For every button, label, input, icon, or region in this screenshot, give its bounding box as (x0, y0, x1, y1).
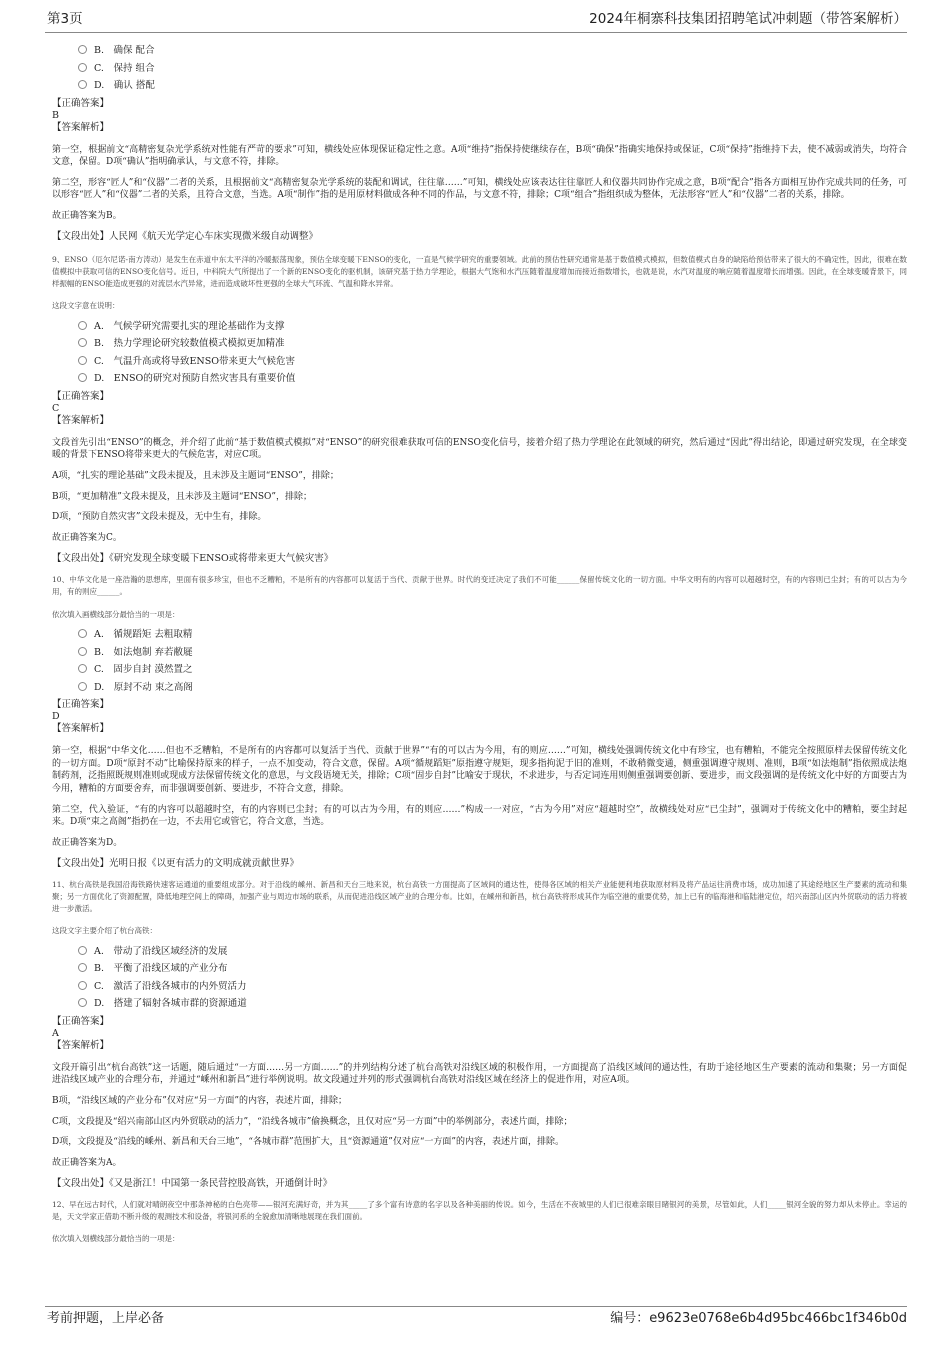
document-title: 2024年桐寨科技集团招聘笔试冲刺题（带答案解析） (589, 11, 907, 27)
analysis-conclusion: 故正确答案为D。 (52, 837, 123, 848)
option-a[interactable]: A. 带动了沿线区域经济的发展 (78, 943, 907, 961)
answer-tag: 【正确答案】 (52, 1015, 110, 1027)
radio-icon[interactable] (78, 356, 87, 365)
answer-value: B (52, 109, 59, 121)
question-prompt: 这段文字主要介绍了杭台高铁： (52, 926, 157, 936)
radio-icon[interactable] (78, 45, 87, 54)
answer-tag: 【正确答案】 (52, 390, 110, 402)
analysis-paragraph: B项，“沿线区域的产业分布”仅对应“另一方面”的内容，表述片面，排除； (52, 1095, 348, 1106)
answer-tag: 【正确答案】 (52, 97, 110, 109)
analysis-paragraph: 文段开篇引出“杭台高铁”这一话题，随后通过“一方面……另一方面……”的并列结构分述了杭台高铁对沿线区域的积极作用，一方面提高了沿线区域间的通达性，有助于途径地区生产要素的流动和集聚；另一方面促进沿线区域产业的合理分布，并通过“嵊州和新昌”进行举例说明。故文段通过并列的形式强调杭台高铁对沿线区域在经济上的促进作用，对应A项。 (52, 1062, 907, 1086)
analysis-paragraph: D项，“预防自然灾害”文段未提及，无中生有，排除。 (52, 512, 267, 523)
question-stem: 9、ENSO（厄尔尼诺-南方涛动）是发生在赤道中东太平洋的冷暖振荡现象，预估全球变暖下ENSO的变化，一直是气候学研究的重要领域。此前的预估性研究通常是基于数值模式模拟，但数值模式自身的缺陷给预估带来了很大的不确定性，因此，很难在数值模拟中获取可信的ENSO变化信号。近日，中科院大气所提出了一个新的ENSO变化的驱机制，该研究基于热力学理论，根据大气饱和水汽压随着温度增加而接近指数增长，也就是说，水汽对温度的响应随着温度增长而增强。因此，在全球变暖背景下，同样振幅的ENSO能造成更强的对流层水汽异常，进而造成破坏性更强的全球大气环流、气温和降水异常。 (52, 255, 907, 288)
q11-options (78, 943, 907, 1013)
option-c[interactable]: C. 激活了沿线各城市的内外贸活力 (78, 978, 907, 996)
question-prompt: 依次填入划横线部分最恰当的一项是： (52, 1234, 180, 1244)
q9-options (78, 318, 907, 388)
answer-value: D (52, 711, 60, 723)
answer-value: C (52, 402, 60, 414)
page-header (45, 12, 907, 33)
option-d[interactable]: D. 确认 搭配 (78, 77, 907, 95)
analysis-tag: 【答案解析】 (52, 414, 110, 426)
radio-icon[interactable] (78, 998, 87, 1007)
q10-options (78, 626, 907, 696)
source-note: 【文段出处】人民网《航天光学定心车床实现微米级自动调整》 (52, 231, 319, 243)
question-stem: 12、早在远古时代，人们就对晴朗夜空中那条神秘的白色亮带——银河充满好奇，并为其_____了多个富有诗意的名字以及各种美丽的传说。如今，生活在不夜城里的人们已很难亲眼目睹银河的美景，尽管如此，人们_____银河全貌的努力却从未停止。幸运的是，天文学家正借助不断升级的观测技术和设备，将银河系的全貌愈加清晰地展现在我们面前。 (52, 1200, 907, 1221)
analysis-paragraph: A项，“扎实的理论基础”文段未提及，且未涉及主题词“ENSO”，排除； (52, 471, 339, 482)
analysis-paragraph: C项，文段提及“绍兴南部山区内外贸联动的活力”，“沿线各城市”偷换概念，且仅对应“另一方面”中的举例部分，表述片面，排除； (52, 1116, 573, 1127)
radio-icon[interactable] (78, 373, 87, 382)
analysis-paragraph: 文段首先引出“ENSO”的概念，并介绍了此前“基于数值模式模拟”对“ENSO”的研究很难获取可信的ENSO变化信号，接着介绍了热力学理论在此领域的研究，然后通过“因此”得出结论，即通过研究发现，在全球变暖的背景下ENSO将带来更大的气候危害，对应C项。 (52, 437, 907, 461)
q8-options (78, 42, 907, 95)
answer-value: A (52, 1027, 59, 1039)
analysis-tag: 【答案解析】 (52, 723, 110, 735)
analysis-paragraph: 第一空，根据“中华文化……但也不乏糟粕，不是所有的内容都可以复活于当代、贡献于世界”“有的可以古为今用，有的则应……”可知，横线处强调传统文化中有珍宝，也有糟粕，不能完全按照原样去保留传统文化的一切方面。D项“原封不动”比喻保持原来的样子，一点不加变动，符合文意，保留。A项“循规蹈矩”原指遵守规矩，现多指拘泥于旧的准则，不敢稍微变通，侧重强调遵守规则、准则，B项“如法炮制”指依照成法炮制药剂，泛指照既规则准则或现成方法保留传统文化的意思，与文段语境无关，排除；C项“固步自封”比喻安于现状，不求进步，与否定词连用则侧重强调要创新、要进步，而文段强调的是传统文化中好的方面要古为今用，糟粕的方面要舍弃，而非强调要创新、要进步，不符合文意，排除。 (52, 746, 907, 794)
analysis-paragraph: B项，“更加精准”文段未提及，且未涉及主题词“ENSO”，排除； (52, 491, 313, 502)
option-b[interactable]: B. 确保 配合 (78, 42, 907, 60)
option-d[interactable]: D. 搭建了辐射各城市群的资源通道 (78, 995, 907, 1013)
analysis-tag: 【答案解析】 (52, 121, 110, 133)
radio-icon[interactable] (78, 664, 87, 673)
question-prompt: 依次填入画横线部分最恰当的一项是： (52, 609, 180, 619)
analysis-paragraph: 第一空，根据前文“高精密复杂光学系统对性能有严苛的要求”可知，横线处应体现保证稳定性之意。A项“维持”指保持使继续存在，B项“确保”指确实地保持或保证，C项“保持”指维持下去，使不减弱或消失，均符合文意，保留。D项“确认”指明确承认，与文意不符，排除。 (52, 144, 907, 168)
source-note: 【文段出处】《又是浙江！中国第一条民营控股高铁，开通倒计时》 (52, 1178, 333, 1190)
option-d[interactable]: D. 原封不动 束之高阁 (78, 679, 907, 697)
option-b[interactable]: B. 热力学理论研究较数值模式模拟更加精准 (78, 335, 907, 353)
question-stem: 11、杭台高铁是我国沿海铁路快速客运通道的重要组成部分。对于沿线的嵊州、新昌和天台三地来说，杭台高铁一方面提高了区域间的通达性，使得各区域的相关产业能便利地获取原材料及将产品运往消费市场，成功加速了其途经地区生产要素的流动和集聚；另一方面优化了资源配置，降低地理空间上的障碍，加强产业与周边市场的联系，从而促进沿线区域产业的合理分布。比如，在嵊州和新昌，杭台高铁将形成其作为临空港的重要优势，加上已有的临海港和临陆港定位，绍兴南部山区内外贸联动的活力将被进一步激活。 (52, 880, 907, 913)
option-a[interactable]: A. 气候学研究需要扎实的理论基础作为支撑 (78, 318, 907, 336)
option-a[interactable]: A. 循规蹈矩 去粗取精 (78, 626, 907, 644)
answer-tag: 【正确答案】 (52, 699, 110, 711)
radio-icon[interactable] (78, 963, 87, 972)
option-b[interactable]: B. 如法炮制 弃若敝屣 (78, 644, 907, 662)
source-note: 【文段出处】光明日报《以更有活力的文明成就贡献世界》 (52, 858, 300, 870)
option-b[interactable]: B. 平衡了沿线区域的产业分布 (78, 960, 907, 978)
analysis-paragraph: D项，文段提及“沿线的嵊州、新昌和天台三地”，“各城市群”范围扩大，且“资源通道”仅对应“一方面”的内容，表述片面，排除。 (52, 1137, 565, 1148)
page-footer (45, 1306, 907, 1331)
radio-icon[interactable] (78, 647, 87, 656)
radio-icon[interactable] (78, 629, 87, 638)
option-c[interactable]: C. 固步自封 漠然置之 (78, 661, 907, 679)
radio-icon[interactable] (78, 80, 87, 89)
analysis-paragraph: 第二空，形容“匠人”和“仪器”二者的关系，且根据前文“高精密复杂光学系统的装配和调试，往往靠……”可知，横线处应该表达往往靠匠人和仪器共同协作完成之意，B项“配合”指各方面相互协作完成共同的任务，可以形容“匠人”和“仪器”二者的关系，且符合文意，当选。A项“制作”指的是用原材料做成各种不同的作品，与文意不符，排除；C项“组合”指组织成为整体，无法形容“匠人”和“仪器”二者的关系，排除。 (52, 177, 907, 201)
source-note: 【文段出处】《研究发现全球变暖下ENSO或将带来更大气候灾害》 (52, 553, 334, 565)
analysis-conclusion: 故正确答案为B。 (52, 210, 122, 221)
page-number: 第3页 (47, 11, 83, 27)
option-c[interactable]: C. 气温升高或将导致ENSO带来更大气候危害 (78, 353, 907, 371)
radio-icon[interactable] (78, 981, 87, 990)
analysis-paragraph: 第二空，代入验证，“有的内容可以超越时空，有的内容则已尘封；有的可以古为今用，有的则应……”构成一一对应，“古为今用”对应“超越时空”，故横线处对应“已尘封”，强调对于传统文化中的糟粕，要尘封起来。D项“束之高阁”指扔在一边，不去用它或管它，符合文意，当选。 (52, 804, 907, 828)
question-stem: 10、中华文化是一座浩瀚的思想库，里面有很多珍宝，但也不乏糟粕，不是所有的内容都可以复活于当代、贡献于世界。时代的变迁决定了我们不可能______保留传统文化的一切方面。中华文明有的内容可以超越时空，有的内容则已尘封；有的可以古为今用，有的则应______。 (52, 575, 907, 596)
option-c[interactable]: C. 保持 组合 (78, 60, 907, 78)
radio-icon[interactable] (78, 321, 87, 330)
radio-icon[interactable] (78, 338, 87, 347)
option-d[interactable]: D. ENSO的研究对预防自然灾害具有重要价值 (78, 370, 907, 388)
analysis-conclusion: 故正确答案为A。 (52, 1157, 122, 1168)
analysis-conclusion: 故正确答案为C。 (52, 532, 122, 543)
document-body (52, 42, 907, 1245)
radio-icon[interactable] (78, 63, 87, 72)
radio-icon[interactable] (78, 682, 87, 691)
analysis-tag: 【答案解析】 (52, 1039, 110, 1051)
document-serial: 编号：e9623e0768e6b4d95bc466bc1f346b0d (610, 1311, 907, 1326)
footer-slogan: 考前押题，上岸必备 (47, 1311, 165, 1326)
question-prompt: 这段文字意在说明： (52, 301, 120, 311)
radio-icon[interactable] (78, 946, 87, 955)
